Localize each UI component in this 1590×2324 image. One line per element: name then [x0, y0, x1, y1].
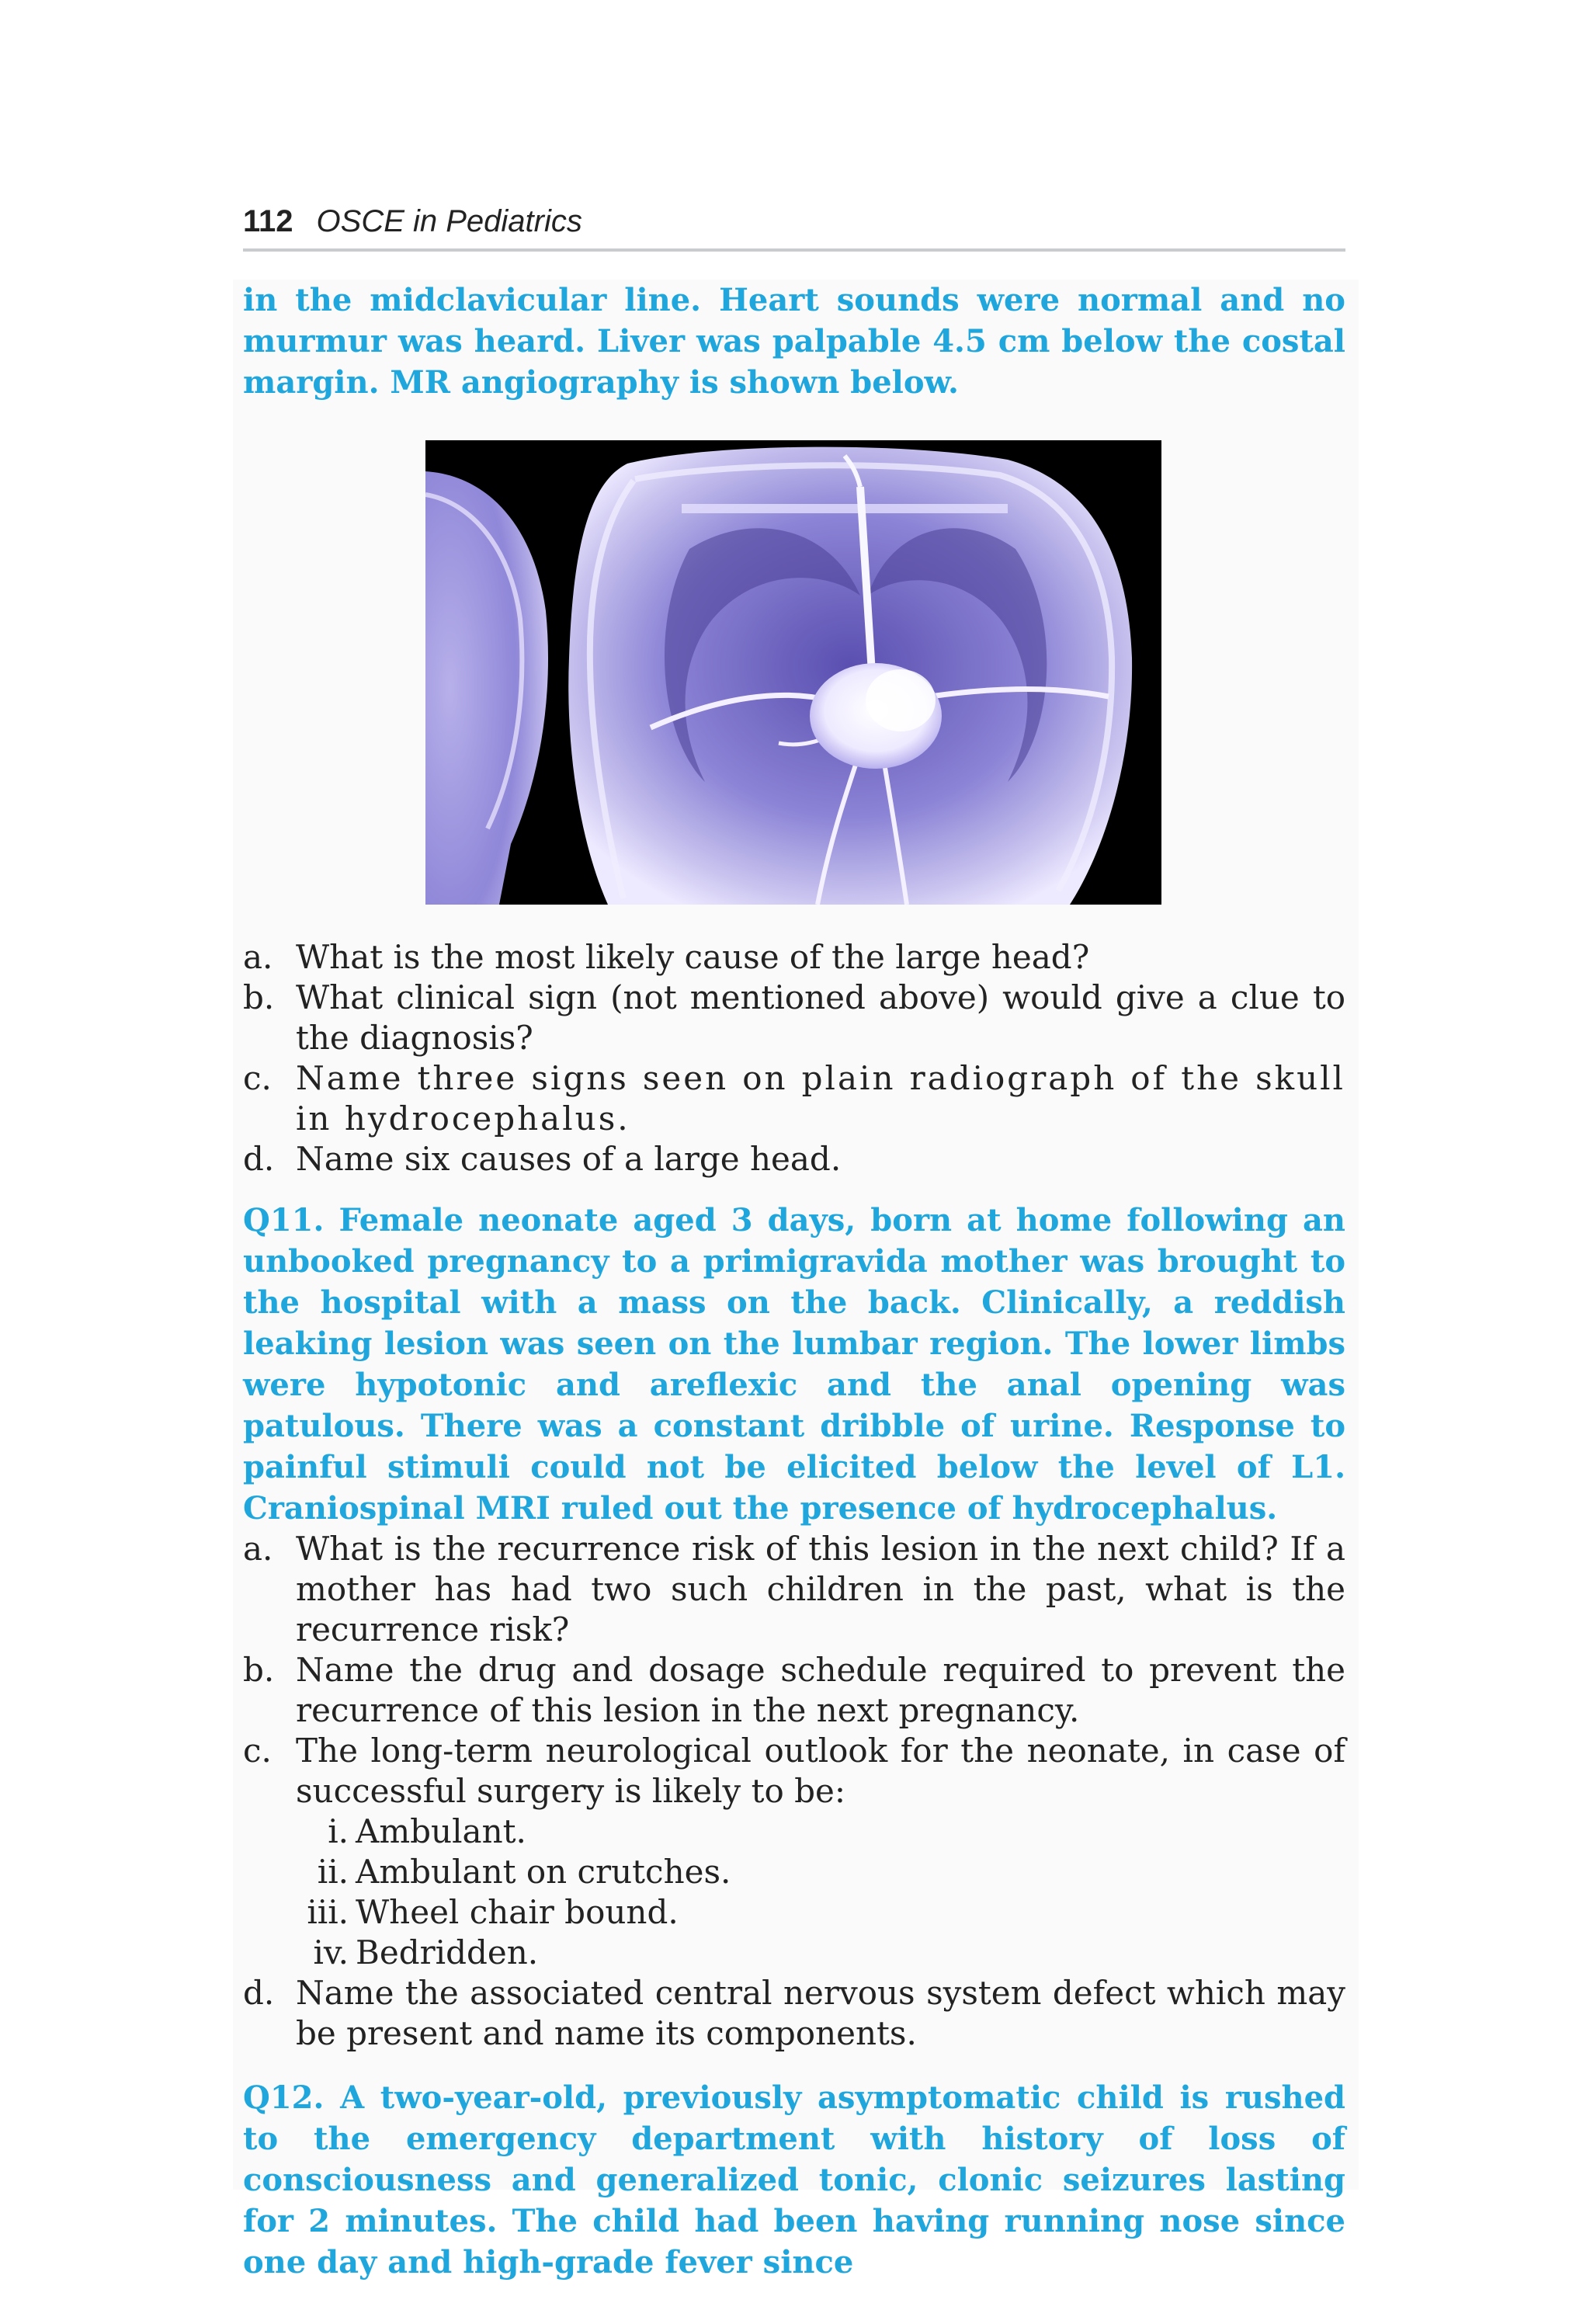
- list-item: [296, 1852, 1345, 1892]
- list-item: [296, 1892, 1345, 1933]
- option-marker: ii.: [317, 1853, 349, 1891]
- page-number: 112: [243, 203, 293, 238]
- item-text: What is the recurrence risk of this lesion in the next child? If a mother has had two such children in the past, what is the recurrence risk?: [296, 1530, 1345, 1648]
- item-text: What clinical sign (not mentioned above) would give a clue to the diagnosis?: [296, 978, 1345, 1057]
- book-title: OSCE in Pediatrics: [316, 203, 582, 238]
- option-marker: iv.: [313, 1933, 349, 1971]
- q12-heading: Q12. A two-year-old, previously asymptomatic child is rushed to the emergency department with history of loss of consciousness and generalized tonic, clonic seizures lasting for 2 minutes. The child had been having running nose since one day and high-grade fever since: [243, 2079, 1345, 2281]
- q10-question-list: [243, 937, 1345, 1179]
- list-item: [243, 1731, 1345, 1973]
- list-item: [243, 1529, 1345, 1650]
- option-marker: i.: [328, 1812, 349, 1850]
- option-text: Wheel chair bound.: [356, 1893, 679, 1931]
- list-item: [243, 1058, 1345, 1139]
- list-item: [243, 1139, 1345, 1179]
- item-marker: b.: [243, 1651, 275, 1689]
- item-text: Name six causes of a large head.: [296, 1140, 842, 1178]
- list-item: [296, 1933, 1345, 1973]
- item-marker: b.: [243, 978, 275, 1016]
- item-text: Name the drug and dosage schedule required to prevent the recurrence of this lesion in the next pregnancy.: [296, 1651, 1345, 1729]
- list-item: [243, 937, 1345, 978]
- running-header: [243, 198, 1345, 245]
- mr-angiography-image: [425, 440, 1161, 905]
- item-text: Name the associated central nervous system defect which may be present and name its components.: [296, 1974, 1345, 2052]
- option-marker: iii.: [307, 1893, 349, 1931]
- q11-question-list: [243, 1529, 1345, 2054]
- item-text: Name three signs seen on plain radiograph of the skull in hydrocephalus.: [296, 1059, 1345, 1138]
- list-item: [243, 978, 1345, 1058]
- item-marker: c.: [243, 1059, 272, 1097]
- item-text: What is the most likely cause of the large head?: [296, 938, 1090, 976]
- option-text: Bedridden.: [356, 1933, 539, 1971]
- item-marker: a.: [243, 938, 273, 976]
- item-marker: d.: [243, 1974, 275, 2012]
- item-text: The long-term neurological outlook for the neonate, in case of successful surgery is likely to be:: [296, 1732, 1345, 1810]
- list-item: [243, 1650, 1345, 1731]
- page-content: [243, 280, 1345, 2283]
- option-text: Ambulant on crutches.: [356, 1853, 731, 1891]
- item-marker: a.: [243, 1530, 273, 1568]
- header-rule: [243, 248, 1345, 252]
- item-marker: d.: [243, 1140, 275, 1178]
- item-marker: c.: [243, 1732, 272, 1770]
- outlook-options-list: [296, 1812, 1345, 1973]
- case-continuation-paragraph: in the midclavicular line. Heart sounds were normal and no murmur was heard. Liver was palpable 4.5 cm below the costal margin. MR angiography is shown below.: [243, 282, 1345, 401]
- list-item: [243, 1973, 1345, 2054]
- mr-angiography-svg: [425, 440, 1161, 905]
- option-text: Ambulant.: [356, 1812, 526, 1850]
- list-item: [296, 1812, 1345, 1852]
- q11-heading: Q11. Female neonate aged 3 days, born at home following an unbooked pregnancy to a primigravida mother was brought to the hospital with a mass on the back. Clinically, a reddish leaking lesion was seen on the lumbar region. The lower limbs were hypotonic and areflexic and the anal opening was patulous. There was a constant dribble of urine. Response to painful stimuli could not be elicited below the level of L1. Craniospinal MRI ruled out the presence of hydrocephalus.: [243, 1202, 1345, 1527]
